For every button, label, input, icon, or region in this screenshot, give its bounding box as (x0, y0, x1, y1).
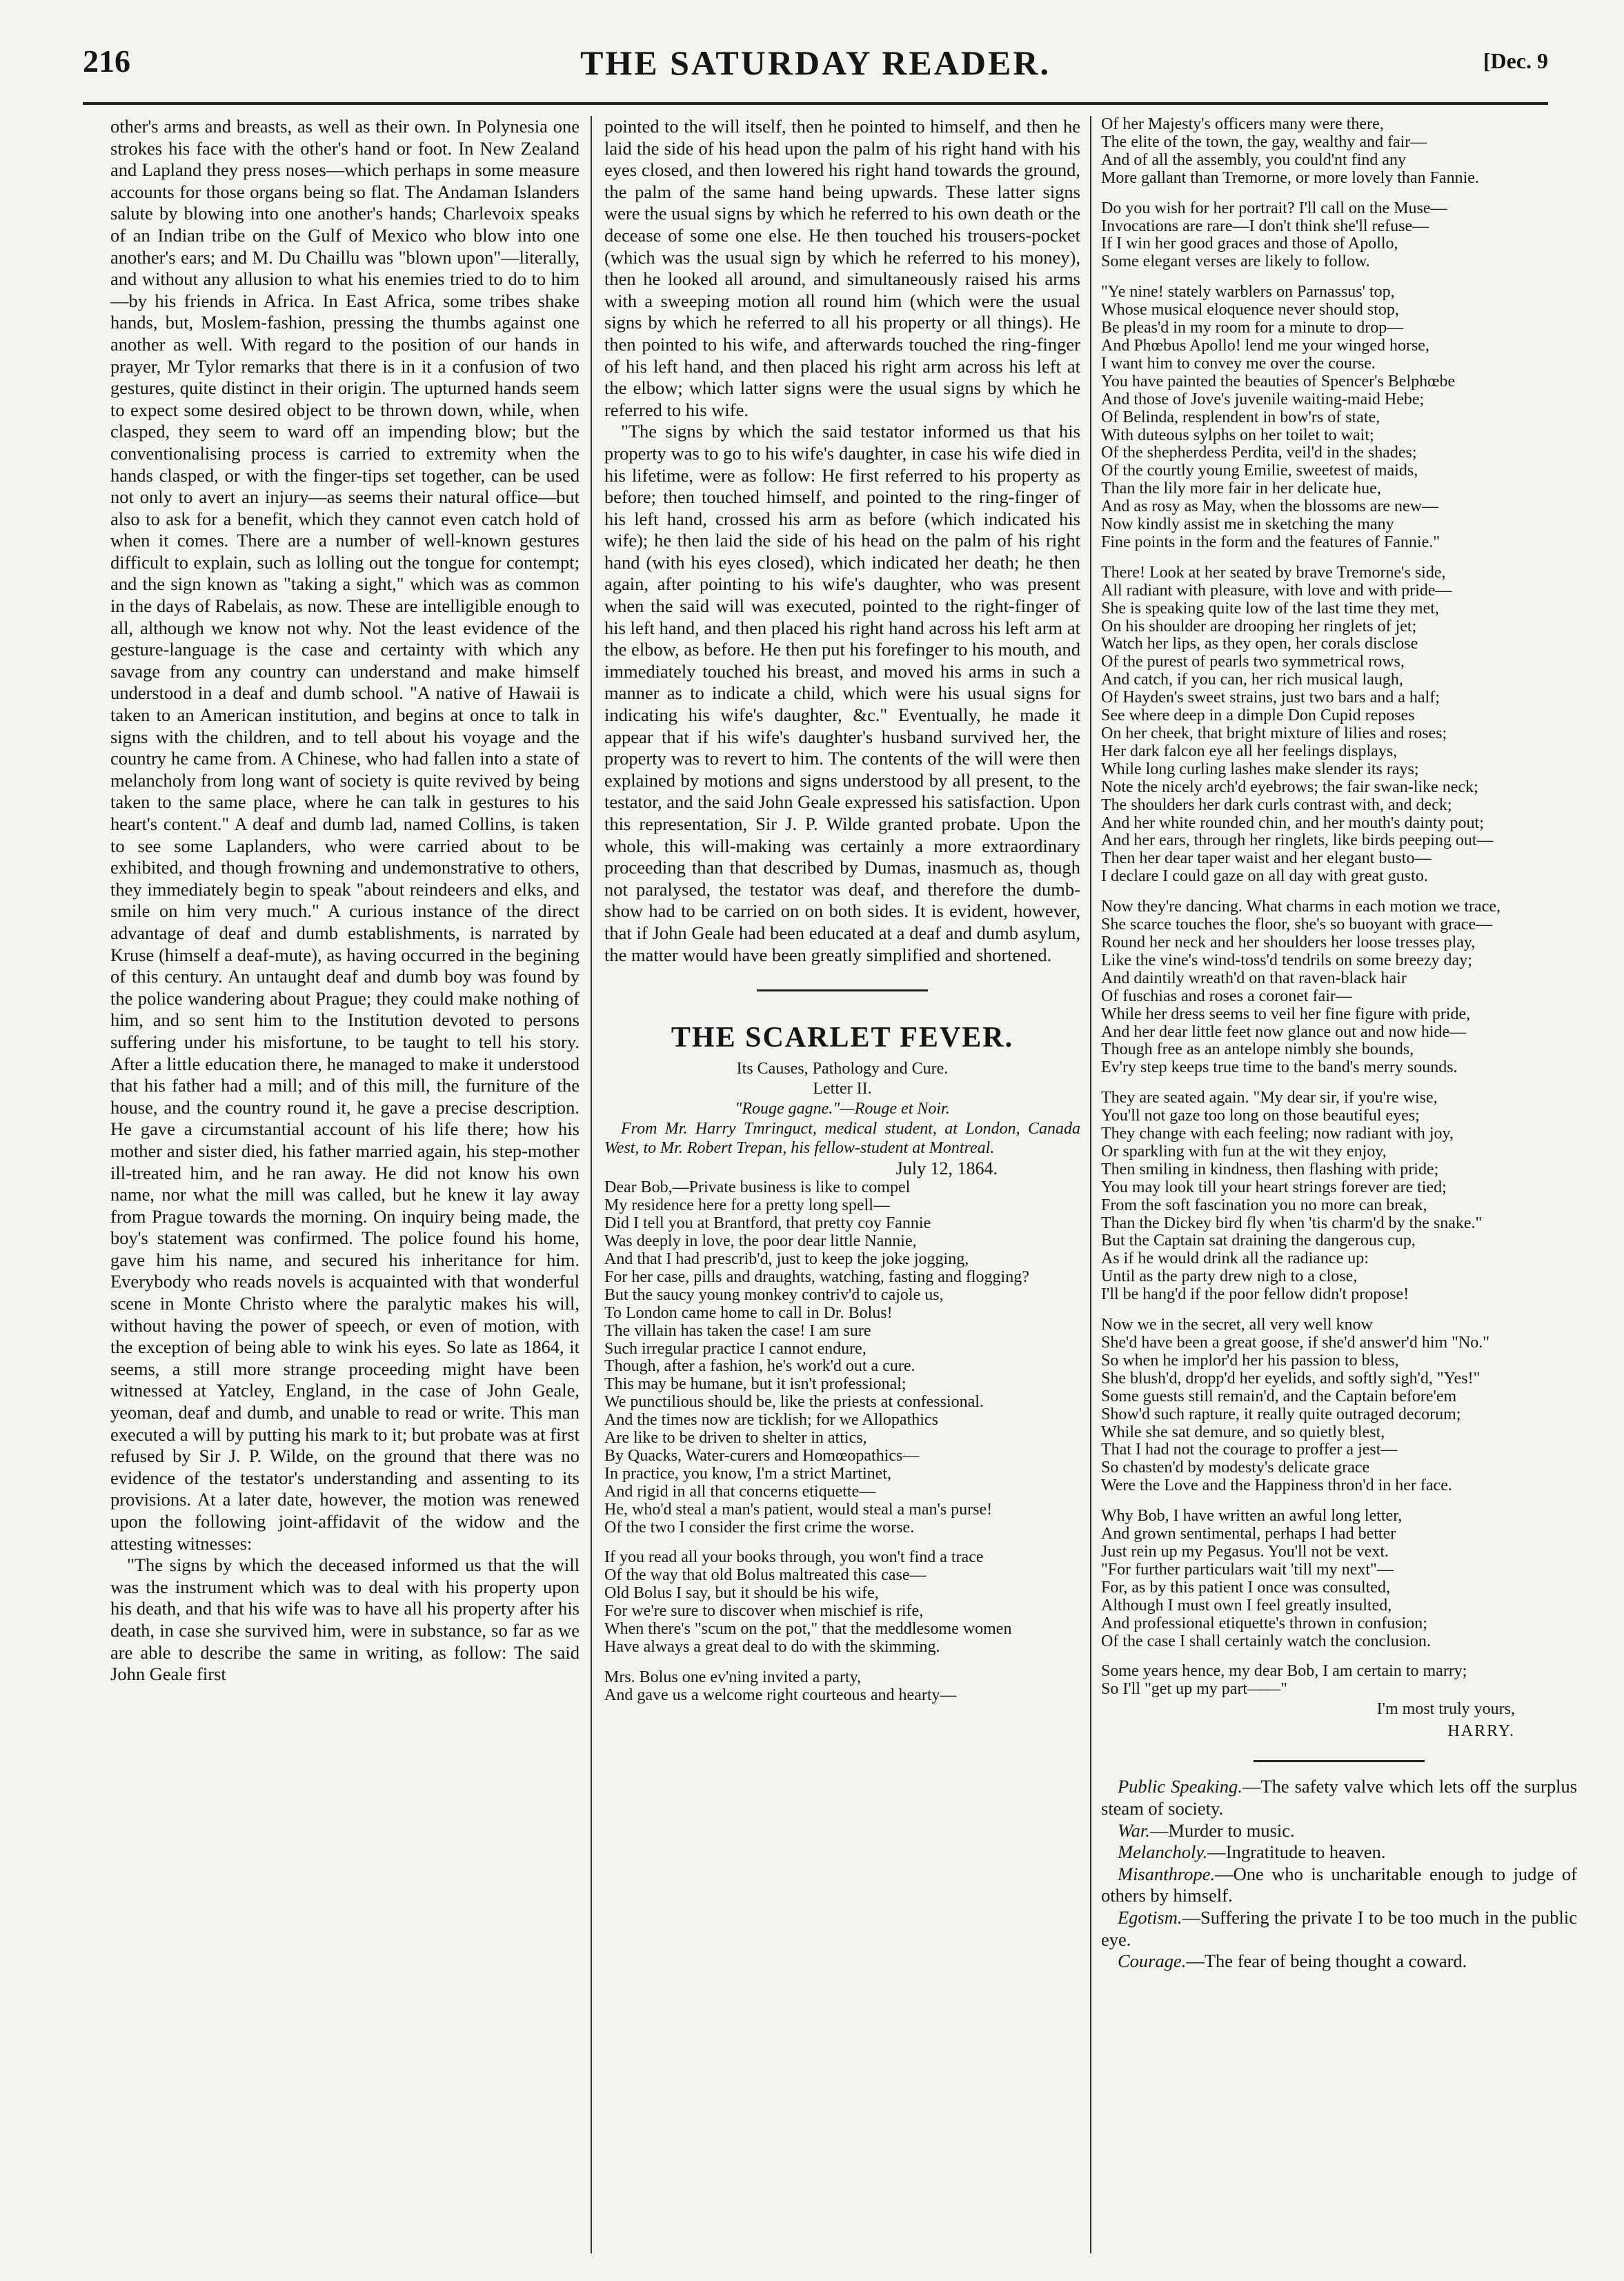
verse-line: In practice, you know, I'm a strict Martinet, (604, 1464, 891, 1483)
verse-line: Or sparkling with fun at the wit they enjoy, (1101, 1142, 1387, 1161)
definition-term: Public Speaking. (1118, 1776, 1242, 1797)
verse-line: Some years hence, my dear Bob, I am certain to marry; (1101, 1662, 1467, 1681)
verse-line: So chasten'd by modesty's delicate grace (1101, 1459, 1370, 1477)
verse-line: On her cheek, that bright mixture of lilies and roses; (1101, 724, 1447, 742)
definition-term: Egotism. (1118, 1906, 1182, 1928)
verse-line: If you read all your books through, you won't find a trace (604, 1548, 984, 1567)
verse-line: As if he would drink all the radiance up: (1101, 1250, 1369, 1268)
verse-line: We punctilious should be, like the priests at confessional. (604, 1393, 984, 1412)
verse-line: By Quacks, Water-curers and Homœopathics— (604, 1446, 920, 1465)
verse-line: And catch, if you can, her rich musical laugh, (1101, 671, 1403, 689)
definition (1101, 1907, 1577, 1951)
verse-line: "Ye nine! stately warblers on Parnassus' top, (1101, 283, 1395, 302)
verse-line: She scarce touches the floor, she's so buoyant with grace— (1101, 916, 1493, 934)
verse-line: Of her Majesty's officers many were there, (1101, 116, 1384, 133)
definition-text: —One who is uncharitable enough to judge of others by himself. (1101, 1863, 1577, 1906)
verse-line: Than the lily more fair in her delicate hue, (1101, 480, 1381, 498)
verse-line: That I had not the courage to proffer a jest— (1101, 1441, 1398, 1459)
definition-text: —Ingratitude to heaven. (1207, 1841, 1386, 1863)
paragraph: pointed to the will itself, then he pointed to himself, and then he laid the side of his head upon the palm of his right hand with his eyes closed, and then lowered his right hand towards the ground, the palm of the same hand being upwards. These latter signs were the usual signs by which he referred to his own death or the decease of some one else. He then touched his trousers-pocket (which was the usual sign by which he referred to his money), then he looked all around, and simultaneously raised his arms with a sweeping motion all round him (which were the usual signs by which he referred to all his property or all things). He then pointed to his wife, and afterwards touched the ring-finger of his left hand, and then placed his right arm across his left at the elbow; which latter signs were the usual signs by which he referred to his wife. (604, 116, 1080, 420)
verse-line: And daintily wreath'd on that raven-black hair (1101, 969, 1407, 987)
definition (1101, 1820, 1577, 1842)
definition-text: —Murder to music. (1149, 1819, 1295, 1841)
verse-line: Of the purest of pearls two symmetrical rows, (1101, 653, 1405, 671)
header-rule (83, 102, 1548, 105)
verse-line: Were the Love and the Happiness thron'd in her face. (1101, 1477, 1452, 1495)
verse-line: And professional etiquette's thrown in confusion; (1101, 1614, 1427, 1632)
verse-line: And those of Jove's juvenile waiting-maid Hebe; (1101, 390, 1425, 408)
verse-line: They are seated again. "My dear sir, if you're wise, (1101, 1089, 1438, 1107)
verse-line: So I'll "get up my part——" (1101, 1680, 1287, 1699)
verse-line: Of fuschias and roses a coronet fair— (1101, 987, 1352, 1005)
verse-line: Note the nicely arch'd eyebrows; the fair swan-like neck; (1101, 778, 1478, 796)
verse-line: While long curling lashes make slender its rays; (1101, 760, 1419, 778)
article-subtitle: Its Causes, Pathology and Cure. (736, 1059, 949, 1078)
verse-line: Fine points in the form and the features of Fannie." (1101, 533, 1440, 551)
definition-term: Misanthrope. (1118, 1863, 1216, 1884)
stanza (1101, 200, 1577, 272)
definition-text: —The safety valve which lets off the surplus steam of society. (1101, 1776, 1577, 1819)
letter-date: July 12, 1864. (895, 1158, 998, 1178)
column-3 (1101, 116, 1577, 2253)
verse-line: Though, after a fashion, he's work'd out a cure. (604, 1357, 915, 1376)
definition (1101, 1776, 1577, 1819)
verse-line: From the soft fascination you no more can break, (1101, 1196, 1427, 1214)
stanza (1101, 284, 1577, 552)
page-title: THE SATURDAY READER. (580, 43, 1051, 82)
verse-line: Show'd such rapture, it really quite outraged decorum; (1101, 1405, 1461, 1423)
verse-line: Though free as an antelope nimbly she bounds, (1101, 1040, 1414, 1059)
verse-line: "For further particulars wait 'till my next"— (1101, 1560, 1394, 1579)
verse-line: While she sat demure, and so quietly blest, (1101, 1423, 1385, 1441)
paragraph: other's arms and breasts, as well as their own. In Polynesia one strokes his face with the other's hand or foot. In New Zealand and Lapland they press noses—which perhaps in some measure accounts for those organs being so flat. The Andaman Islanders salute by blowing into one another's hands; Charlevoix speaks of an Indian tribe on the Gulf of Mexico who blow into one another's ears; and M. Du Chaillu was "blown upon"—literally, and without any allusion to what his enemies tried to do to him—by his friends in Africa. In East Africa, some tribes shake hands, but, Moslem-fashion, pressing the thumbs against one another as well. With regard to the position of our hands in prayer, Mr Tylor remarks that there is in it a confusion of two gestures, quite distinct in their origin. The upturned hands seem to expect some desired object to be thrown down, while, when clasped, they seem to ward off an impending blow; but the conventionalising process is carried to extremity when the hands clasped, or with the finger-tips set together, can be used not only to avert an injury—as seems their natural office—but also to ask for a benefit, which they cannot even catch hold of when it comes. There are a number of well-known gestures difficult to explain, such as lolling out the tongue for contempt; and the sign known as "taking a sight," which was as common in the days of Rabelais, as now. These are intelligible enough to all, although we know not why. Not the least evidence of the gesture-language is the case and certainty with which any savage from any country can understand and make himself understood in a deaf and dumb school. "A native of Hawaii is taken to an American institution, and begins at once to talk in signs with the children, and to tell about his voyage and the country he came from. A Chinese, who had fallen into a state of melancholy from long want of society is quite revived by being taken to the same place, where he can talk in gestures to his heart's content." A deaf and dumb lad, named Collins, is taken to see some Laplanders, who were carried about to be exhibited, and though frowning and undemonstrative to others, they immediately begin to speak "about reindeers and elks, and smile on him very much." A curious instance of the direct advantage of deaf and dumb establishments, is narrated by Kruse (himself a deaf-mute), as having occurred in the begining of this century. An untaught deaf and dumb boy was found by the police wandering about Prague; they could make nothing of him, and so sent him to the Institution devoted to persons suffering under his misfortune, to be taught to tell his story. After a little education there, he managed to make it understood that his father had a mill; and of this mill, the furniture of the house, and the country round it, he gave a precise description. He gave a circumstantial account of his life there; how his mother and sister died, his father married again, his step-mother ill-treated him, and he ran away. He did not know his own name, nor what the mill was called, but he knew it lay away from Prague towards the morning. On inquiry being made, the boy's statement was confirmed. The police found his home, gave him his name, and secured his inheritance for him. Everybody who reads novels is acquainted with that wonderful scene in Monte Christo where the paralytic makes his will, without having the power of speech, or even of motion, with the exception of being able to wink his eyes. So late as 1864, it seems, a still more strange proceeding might have been witnessed at Yatcley, England, in the case of John Geale, yeoman, deaf and dumb, and unable to read or write. This man executed a will by putting his mark to it; but probate was at first refused by Sir J. P. Wilde, on the ground that there was no evidence of the testator's understanding and assenting to its provisions. At a later date, however, the motion was renewed upon the following joint-affidavit of the widow and the attesting witnesses: (110, 116, 580, 1554)
verse-line: There! Look at her seated by brave Tremorne's side, (1101, 563, 1446, 582)
verse-line: She'd have been a great goose, if she'd answer'd him "No." (1101, 1334, 1490, 1352)
column-divider-2 (1090, 116, 1091, 2253)
verse-line: And as rosy as May, when the blossoms are new— (1101, 497, 1439, 516)
verse-line: The shoulders her dark curls contrast with, and deck; (1101, 796, 1452, 814)
article-title: THE SCARLET FEVER. (671, 1022, 1014, 1054)
definition (1101, 1864, 1577, 1907)
definition-text: —The fear of being thought a coward. (1186, 1951, 1467, 1972)
verse-line: Now we in the secret, all very well know (1101, 1316, 1373, 1334)
signature: HARRY. (1447, 1721, 1515, 1740)
stanza (1101, 116, 1577, 188)
verse-line: But the Captain sat draining the dangerous cup, (1101, 1232, 1416, 1250)
verse-line: Of the courtly young Emilie, sweetest of maids, (1101, 462, 1418, 480)
verse-line: Have always a great deal to do with the skimming. (604, 1638, 940, 1656)
verse-line: Be pleas'd in my room for a minute to drop— (1101, 319, 1404, 337)
page-date: [Dec. 9 (1483, 48, 1548, 73)
verse-line: Why Bob, I have written an awful long letter, (1101, 1507, 1403, 1525)
verse-block (604, 1179, 1080, 1537)
verse-line: And the times now are ticklish; for we Allopathics (604, 1411, 938, 1430)
paragraph: "The signs by which the said testator informed us that his property was to go to his wife's daughter, in case his wife died in his lifetime, were as follow: He first referred to his property as before; then touched himself, and pointed to the ring-finger of his left hand, crossed his arm as before (which indicated his wife); he then laid the side of his head on the palm of his right hand (with his eyes closed), which indicated her death; he then again, after pointing to his wife's daughter, who was present when the said will was executed, pointed to the right-finger of his left hand, and then placed his right hand across his left arm at the elbow, as before. He then put his forefinger to his mouth, and immediately touched his breast, and moved his arms in such a manner as to indicate a child, which were his usual signs for indicating his wife's daughter, &c." Eventually, he made it appear that if his wife's daughter's husband survived her, the property was to revert to him. The contents of the will were then explained by motions and signs understood by all present, to the testator, and the said John Geale expressed his satisfaction. Upon this representation, Sir J. P. Wilde granted probate. Upon the whole, this will-making was certainly a more extraordinary proceeding than that described by Dumas, inasmuch as, though not paralysed, the testator was deaf, and therefore the dumb-show had to be carried on on both sides. It is evident, however, that if John Geale had been educated at a deaf and dumb asylum, the matter would have been greatly simplified and shortened. (604, 421, 1080, 965)
verse-line: For we're sure to discover when mischief is rife, (604, 1602, 924, 1621)
stanza (1101, 1663, 1577, 1699)
verse-line: To London came home to call in Dr. Bolus! (604, 1303, 893, 1322)
definition-term: War. (1118, 1819, 1150, 1841)
verse-line: She is speaking quite low of the last time they met, (1101, 599, 1439, 618)
verse-line: Just rein up my Pegasus. You'll not be vext. (1101, 1542, 1389, 1561)
verse-line: Of the shepherdess Perdita, veil'd in the shades; (1101, 444, 1417, 462)
verse-line: She blush'd, dropp'd her eyelids, and softly sigh'd, "Yes!" (1101, 1369, 1481, 1388)
verse-line: With duteous sylphs on her toilet to wait; (1101, 426, 1374, 444)
verse-line: Now they're dancing. What charms in each motion we trace, (1101, 898, 1501, 916)
verse-line: Such irregular practice I cannot endure, (604, 1339, 867, 1358)
verse-line: You have painted the beauties of Spencer's Belphœbe (1101, 372, 1456, 391)
verse-line: Are like to be driven to shelter in attics, (604, 1429, 867, 1448)
verse-line: Then smiling in kindness, then flashing with pride; (1101, 1160, 1439, 1178)
verse-line: Invocations are rare—I don't think she'll refuse— (1101, 217, 1429, 235)
verse-line: And her ears, through her ringlets, like birds peeping out— (1101, 831, 1494, 850)
verse-line: I want him to convey me over the course. (1101, 354, 1376, 373)
verse-line: Some elegant verses are likely to follow. (1101, 253, 1370, 271)
verse-line: Some guests still remain'd, and the Captain before'em (1101, 1387, 1457, 1405)
verse-line: The villain has taken the case! I am sure (604, 1321, 871, 1340)
stanza (1101, 1089, 1577, 1304)
verse-line: More gallant than Tremorne, or more lovely than Fannie. (1101, 168, 1479, 187)
verse-line: This may be humane, but it isn't professional; (604, 1375, 907, 1394)
closing-line: I'm most truly yours, (1376, 1700, 1515, 1719)
stanza (1101, 898, 1577, 1077)
verse-line: And of all the assembly, you could'nt find any (1101, 150, 1407, 169)
verse-line: So when he implor'd her his passion to bless, (1101, 1351, 1399, 1370)
verse-line: Now kindly assist me in sketching the many (1101, 515, 1394, 534)
verse-line: You may look till your heart strings forever are tied; (1101, 1178, 1447, 1196)
verse-line: You'll not gaze too long on those beautiful eyes; (1101, 1107, 1420, 1125)
verse-line: Until as the party drew nigh to a close, (1101, 1267, 1358, 1286)
page-number: 216 (83, 43, 130, 79)
column-1 (110, 116, 580, 2253)
verse-line: And gave us a welcome right courteous and hearty— (604, 1686, 957, 1704)
verse-line: When there's "scum on the pot," that the meddlesome women (604, 1620, 1012, 1639)
verse-block (604, 1549, 1080, 1656)
verse-line: See where deep in a dimple Don Cupid reposes (1101, 707, 1415, 725)
verse-line: Of Hayden's sweet strains, just two bars and a half; (1101, 689, 1440, 707)
verse-line: Although I must own I feel greatly insulted, (1101, 1596, 1392, 1615)
definition (1101, 1951, 1577, 1973)
verse-line: And that I had prescrib'd, just to keep the joke jogging, (604, 1250, 969, 1268)
letter-number: Letter II. (813, 1079, 872, 1098)
verse-line: They change with each feeling; now radiant with joy, (1101, 1125, 1454, 1143)
verse-line: But the saucy young monkey contriv'd to cajole us, (604, 1285, 944, 1304)
verse-line: If I win her good graces and those of Apollo, (1101, 235, 1398, 253)
verse-line: For her case, pills and draughts, watching, fasting and flogging? (604, 1267, 1029, 1286)
stanza (1101, 564, 1577, 886)
verse-line: The elite of the town, the gay, wealthy and fair— (1101, 132, 1427, 151)
verse-line: Than the Dickey bird fly when 'tis charm'd by the snake." (1101, 1214, 1483, 1232)
verse-line: And Phœbus Apollo! lend me your winged horse, (1101, 336, 1429, 355)
letter-intro: From Mr. Harry Tmringuct, medical student, at London, Canada West, to Mr. Robert Trepan, his fellow-student at Montreal. (604, 1119, 1080, 1157)
verse-line: Was deeply in love, the poor dear little Nannie, (604, 1232, 917, 1251)
verse-line: Of the way that old Bolus maltreated this case— (604, 1566, 927, 1585)
definition (1101, 1841, 1577, 1864)
verse-line: Then her dear taper waist and her elegant busto— (1101, 849, 1432, 868)
verse-line: On his shoulder are drooping her ringlets of jet; (1101, 617, 1417, 635)
definition-term: Melancholy. (1118, 1841, 1208, 1863)
stanza (1101, 1316, 1577, 1495)
verse-line: He, who'd steal a man's patient, would steal a man's purse! (604, 1500, 993, 1519)
verse-line: And her dear little feet now glance out and now hide— (1101, 1023, 1467, 1041)
stanza (1101, 1508, 1577, 1650)
verse-line: Of Belinda, resplendent in bow'rs of state, (1101, 408, 1380, 426)
column-2 (604, 116, 1080, 2253)
section-rule (757, 989, 928, 991)
verse-line: I'll be hang'd if the poor fellow didn't propose! (1101, 1285, 1409, 1304)
verse-line: My residence here for a pretty long spell— (604, 1196, 890, 1215)
verse-line: Do you wish for her portrait? I'll call on the Muse— (1101, 199, 1447, 217)
verse-line: While her dress seems to veil her fine figure with pride, (1101, 1005, 1471, 1023)
verse-line: Her dark falcon eye all her feelings displays, (1101, 742, 1398, 760)
verse-block (604, 1669, 1080, 1705)
definition-term: Courage. (1118, 1951, 1187, 1972)
verse-line: Round her neck and her shoulders her loose tresses play, (1101, 933, 1476, 951)
verse-line: Whose musical eloquence never should stop, (1101, 301, 1399, 319)
verse-line: Of the two I consider the first crime the worse. (604, 1518, 915, 1537)
verse-line: And grown sentimental, perhaps I had better (1101, 1525, 1396, 1543)
verse-line: Like the vine's wind-toss'd tendrils on some breezy day; (1101, 951, 1472, 969)
verse-line: All radiant with pleasure, with love and with pride— (1101, 581, 1452, 600)
column-divider-1 (591, 116, 592, 2253)
verse-line: And her white rounded chin, and her mouth's dainty pout; (1101, 813, 1484, 832)
verse-line: Did I tell you at Brantford, that pretty coy Fannie (604, 1214, 931, 1233)
motto: "Rouge gagne."—Rouge et Noir. (735, 1099, 950, 1118)
verse-line: Old Bolus I say, but it should be his wife, (604, 1584, 879, 1603)
verse-line: Dear Bob,—Private business is like to compel (604, 1178, 911, 1197)
verse-line: And rigid in all that concerns etiquette— (604, 1482, 876, 1501)
definitions (1101, 1776, 1577, 1972)
verse-line: Ev'ry step keeps true time to the band's merry sounds. (1101, 1058, 1458, 1077)
definition-text: —Suffering the private I to be too much in the public eye. (1101, 1906, 1577, 1950)
page-header (83, 43, 1548, 91)
verse-line: I declare I could gaze on all day with great gusto. (1101, 867, 1428, 886)
verse-line: Of the case I shall certainly watch the conclusion. (1101, 1632, 1431, 1650)
verse-line: Watch her lips, as they open, her corals disclose (1101, 635, 1418, 653)
paragraph: "The signs by which the deceased informed us that the will was the instrument which was to deal with his property upon his death, and that his wife was to have all his property after his death, in case she survived him, were in substance, so far as we are able to describe the same in writing, as follow: The said John Geale first (110, 1554, 580, 1685)
verse-line: Mrs. Bolus one ev'ning invited a party, (604, 1668, 862, 1686)
section-rule (1254, 1760, 1425, 1762)
verse-line: For, as by this patient I once was consulted, (1101, 1578, 1390, 1597)
